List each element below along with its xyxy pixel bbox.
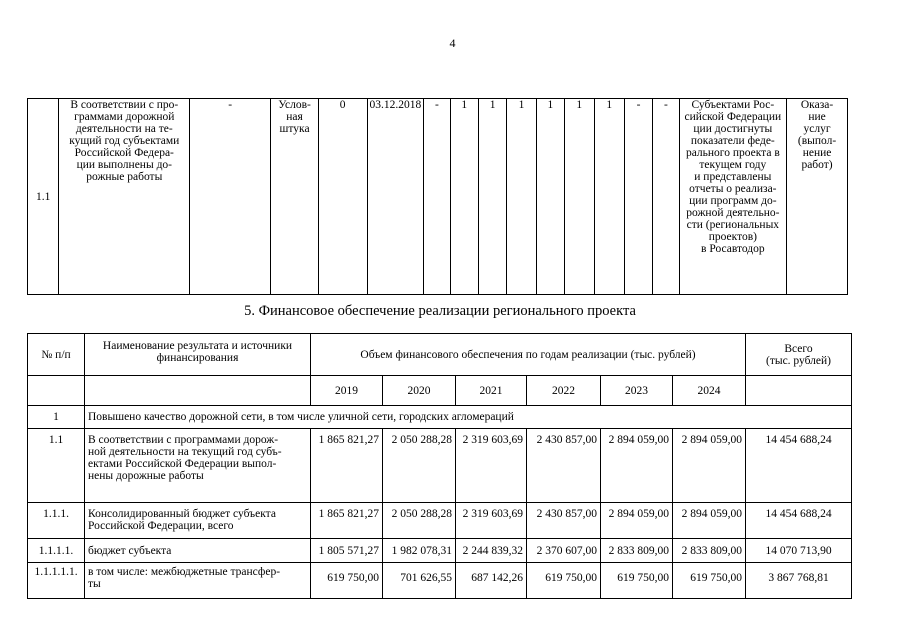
year-value: 2 370 607,00 — [527, 539, 601, 563]
empty-cell — [85, 376, 311, 406]
year-value: 701 626,55 — [383, 563, 456, 599]
year-value: 2 833 809,00 — [673, 539, 746, 563]
year-value: 619 750,00 — [673, 563, 746, 599]
year-header: 2024 — [673, 376, 746, 406]
row-number: 1.1.1. — [28, 503, 85, 539]
year-header: 2022 — [527, 376, 601, 406]
year-header: 2020 — [383, 376, 456, 406]
table-row — [28, 563, 852, 599]
row-total: 14 454 688,24 — [746, 429, 852, 503]
row-total: 3 867 768,81 — [746, 563, 852, 599]
base-date: 03.12.2018 — [367, 99, 424, 295]
year-value: 2 833 809,00 — [601, 539, 673, 563]
empty-cell — [746, 376, 852, 406]
row-total: 14 454 688,24 — [746, 503, 852, 539]
group-number: 1 — [28, 406, 85, 429]
year-value: 2 050 288,28 — [383, 503, 456, 539]
empty-cell — [28, 376, 85, 406]
year-value: 619 750,00 — [311, 563, 383, 599]
header-row — [28, 334, 852, 376]
year-header: 2021 — [456, 376, 527, 406]
year-value: 619 750,00 — [527, 563, 601, 599]
year-value: 2 430 857,00 — [527, 503, 601, 539]
year-value: 2 244 839,32 — [456, 539, 527, 563]
activities-table-continuation — [27, 98, 848, 295]
table-row — [28, 539, 852, 563]
header-volume: Объем финансового обеспечения по годам реализации (тыс. рублей) — [311, 334, 746, 376]
year-value: 687 142,26 — [456, 563, 527, 599]
row-total: 14 070 713,90 — [746, 539, 852, 563]
group-row — [28, 406, 852, 429]
dash-cell: - — [190, 99, 271, 295]
section-title: 5. Финансовое обеспечение реализации регионального проекта — [244, 303, 636, 319]
year-value: 2 894 059,00 — [673, 503, 746, 539]
period-value: 1 — [565, 99, 594, 295]
period-value: - — [624, 99, 652, 295]
period-value: 1 — [450, 99, 478, 295]
year-header: 2019 — [311, 376, 383, 406]
year-value: 2 894 059,00 — [673, 429, 746, 503]
year-value: 2 319 603,69 — [456, 429, 527, 503]
base-value: 0 — [318, 99, 367, 295]
year-value: 1 982 078,31 — [383, 539, 456, 563]
row-name: бюджет субъекта — [85, 539, 311, 563]
header-name: Наименование результата и источники финансирования — [85, 334, 311, 376]
year-value: 1 865 821,27 — [311, 503, 383, 539]
years-row — [28, 376, 852, 406]
unit-cell: Услов- ная штука — [271, 99, 319, 295]
header-total: Всего (тыс. рублей) — [746, 334, 852, 376]
row-name: в том числе: межбюджетные трансфер- ты — [85, 563, 311, 599]
year-value: 2 894 059,00 — [601, 503, 673, 539]
result-type: Оказа- ние услуг (выпол- нение работ) — [787, 99, 848, 295]
year-value: 2 050 288,28 — [383, 429, 456, 503]
row-name: Консолидированный бюджет субъекта Российской Федерации, всего — [85, 503, 311, 539]
period-value: 1 — [478, 99, 506, 295]
table-row — [28, 99, 848, 295]
period-value: - — [653, 99, 679, 295]
year-value: 2 430 857,00 — [527, 429, 601, 503]
table-row — [28, 503, 852, 539]
row-number: 1.1 — [28, 429, 85, 503]
header-number: № п/п — [28, 334, 85, 376]
year-value: 2 319 603,69 — [456, 503, 527, 539]
finance-table — [27, 333, 852, 599]
period-value: - — [424, 99, 450, 295]
year-header: 2023 — [601, 376, 673, 406]
row-number: 1.1.1.1.1. — [28, 563, 85, 599]
group-title: Повышено качество дорожной сети, в том числе уличной сети, городских агломераций — [85, 406, 852, 429]
result-description: Субъектами Рос- сийской Федерации ции достигнуты показатели феде- рального проекта в текущем году и представлены отчеты о реализа- ции программ до- рожной деятельно- сти (региональных проектов) в Росавтодор — [679, 99, 786, 295]
year-value: 2 894 059,00 — [601, 429, 673, 503]
year-value: 1 805 571,27 — [311, 539, 383, 563]
row-number: 1.1.1.1. — [28, 539, 85, 563]
row-name: В соответствии с программами дорож- ной деятельности на текущий год субъ- ектами Российской Федерации выпол- нены дорожные работы — [85, 429, 311, 503]
period-value: 1 — [507, 99, 536, 295]
row-number: 1.1 — [28, 99, 59, 295]
year-value: 1 865 821,27 — [311, 429, 383, 503]
result-name: В соответствии с про- граммами дорожной деятельности на те- кущий год субъектами Российской Федера- ции выполнены до- рожные работы — [59, 99, 190, 295]
table-row — [28, 429, 852, 503]
year-value: 619 750,00 — [601, 563, 673, 599]
page-number: 4 — [449, 36, 456, 50]
period-value: 1 — [536, 99, 564, 295]
period-value: 1 — [594, 99, 624, 295]
